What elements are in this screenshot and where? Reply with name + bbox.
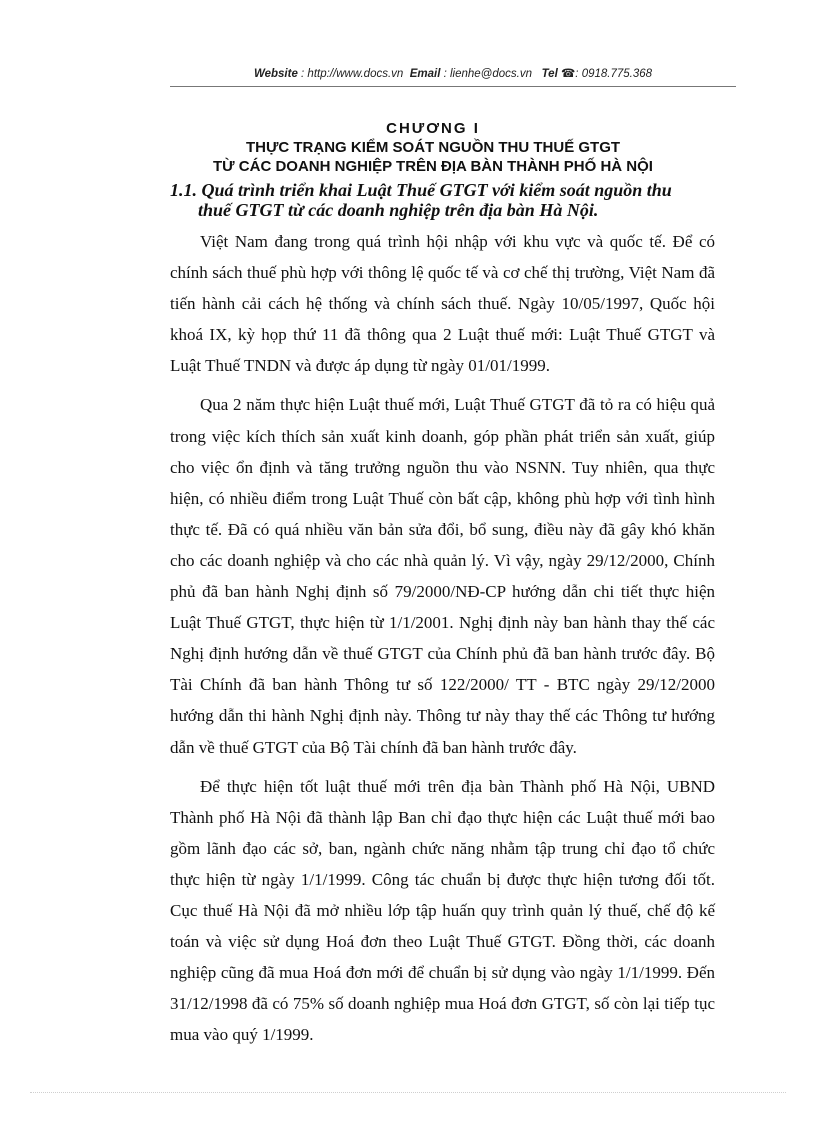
header-divider <box>170 86 736 87</box>
email-label: Email <box>409 68 441 80</box>
section-heading <box>170 180 740 220</box>
chapter-title: CHƯƠNG I <box>386 120 480 137</box>
footer-divider <box>30 1092 786 1093</box>
tel-value: ☎: 0918.775.368 <box>560 68 653 80</box>
website-label: Website <box>253 68 298 80</box>
paragraph-1: Việt Nam đang trong quá trình hội nhập với khu vực và quốc tế. Để có chính sách thuế phù hợp với thông lệ quốc tế và cơ chế thị trường, Việt Nam đã tiến hành cải cách hệ thống và chính sách thuế. Ngày 10/05/1997, Quốc hội khoá IX, kỳ họp thứ 11 đã thông qua 2 Luật thuế mới: Luật Thuế GTGT và Luật Thuế TNDN và được áp dụng từ ngày 01/01/1999. <box>170 232 715 376</box>
chapter-subtitle-line-1: THỰC TRẠNG KIỂM SOÁT NGUỒN THU THUẾ GTGT <box>245 139 621 156</box>
chapter-subtitle-line-2: TỪ CÁC DOANH NGHIỆP TRÊN ĐỊA BÀN THÀNH PHỐ HÀ NỘI <box>213 158 653 175</box>
email-link[interactable]: : lienhe@docs.vn <box>443 68 532 80</box>
website-link[interactable]: : http://www.docs.vn <box>301 68 404 80</box>
body-text <box>170 226 715 1058</box>
paragraph-2: Qua 2 năm thực hiện Luật thuế mới, Luật Thuế GTGT đã tỏ ra có hiệu quả trong việc kích thích sản xuất kinh doanh, góp phần phát triển sản xuất, giúp cho việc ổn định và tăng trưởng nguồn thu vào NSNN. Tuy nhiên, qua thực hiện, có nhiều điểm trong Luật Thuế còn bất cập, không phù hợp với tình hình thực tế. Đã có quá nhiều văn bản sửa đổi, bổ sung, điều này đã gây khó khăn cho các doanh nghiệp và cho các nhà quản lý. Vì vậy, ngày 29/12/2000, Chính phủ đã ban hành Nghị định số 79/2000/NĐ-CP hướng dẫn chi tiết thực hiện Luật Thuế GTGT, thực hiện từ 1/1/2001. Nghị định này ban hành thay thế các Nghị định hướng dẫn về thuế GTGT của Chính phủ đã ban hành trước đây. Bộ Tài Chính đã ban hành Thông tư số 122/2000/ TT - BTC ngày 29/12/2000 hướng dẫn thi hành Nghị định này. Thông tư này thay thế các Thông tư hướng dẫn về thuế GTGT của Bộ Tài chính đã ban hành trước đây. <box>170 395 715 757</box>
page-header <box>170 66 736 80</box>
tel-label: Tel <box>541 68 558 80</box>
section-heading-line-2: thuế GTGT từ các doanh nghiệp trên địa bàn Hà Nội. <box>198 200 599 220</box>
chapter-heading <box>150 119 716 176</box>
section-heading-line-1: 1.1. Quá trình triển khai Luật Thuế GTGT với kiểm soát nguồn thu <box>170 180 672 200</box>
paragraph-3: Để thực hiện tốt luật thuế mới trên địa bàn Thành phố Hà Nội, UBND Thành phố Hà Nội đã thành lập Ban chỉ đạo thực hiện các Luật thuế mới bao gồm lãnh đạo các sở, ban, ngành chức năng nhằm tập trung chỉ đạo tổ chức thực hiện từ ngày 1/1/1999. Công tác chuẩn bị được thực hiện tương đối tốt. Cục thuế Hà Nội đã mở nhiều lớp tập huấn quy trình quản lý thuế, chế độ kế toán và việc sử dụng Hoá đơn theo Luật Thuế GTGT. Đồng thời, các doanh nghiệp cũng đã mua Hoá đơn mới để chuẩn bị sử dụng vào ngày 1/1/1999. Đến 31/12/1998 đã có 75% số doanh nghiệp mua Hoá đơn GTGT, số còn lại tiếp tục mua vào quý 1/1999. <box>170 776 715 1045</box>
